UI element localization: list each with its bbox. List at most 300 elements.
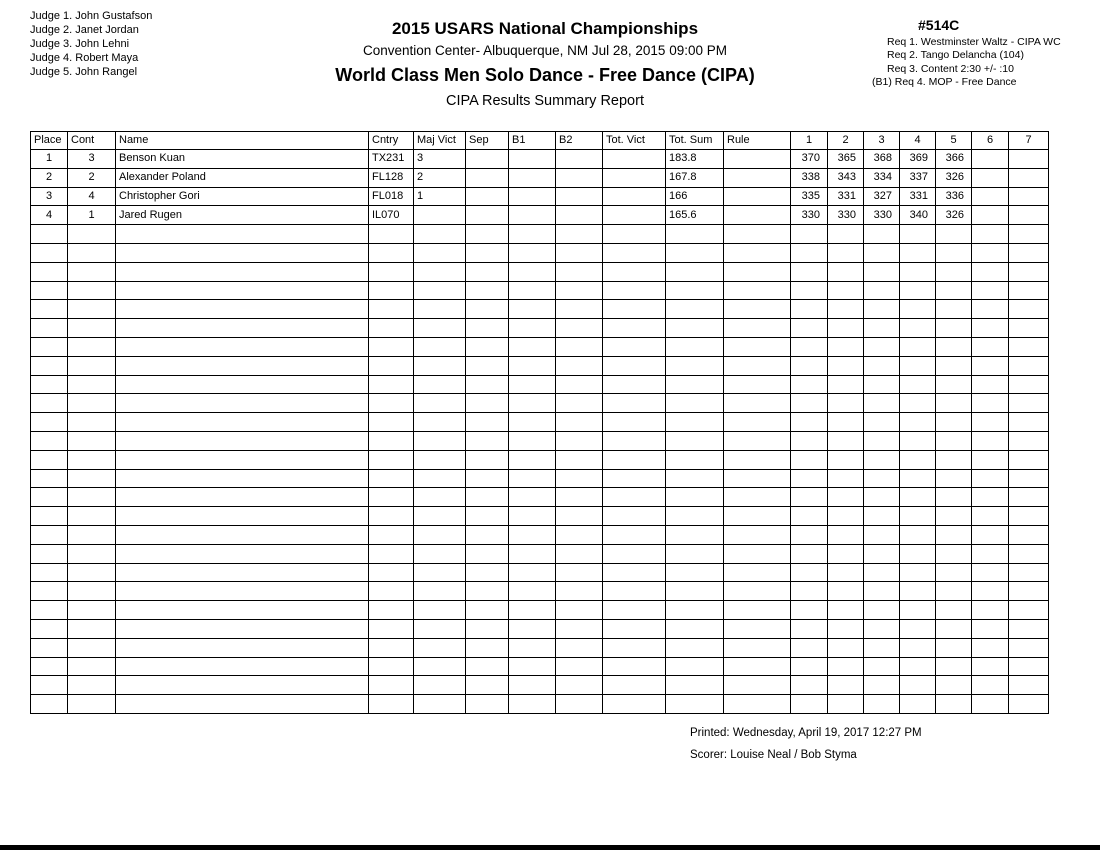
table-cell [466,243,509,262]
page-bottom-edge [0,845,1100,850]
table-cell: FL128 [369,168,414,187]
table-cell [603,262,666,281]
table-cell [900,582,936,601]
table-cell [724,657,791,676]
table-cell [369,563,414,582]
table-cell [1009,319,1049,338]
table-cell [466,601,509,620]
table-cell [414,300,466,319]
table-cell [828,638,864,657]
table-cell [666,281,724,300]
table-cell [864,469,900,488]
table-cell [603,469,666,488]
table-cell [509,657,556,676]
table-cell [1009,413,1049,432]
table-cell [603,375,666,394]
table-cell [724,601,791,620]
table-cell [791,657,828,676]
table-cell [1009,695,1049,714]
table-cell [936,394,972,413]
table-cell [1009,243,1049,262]
column-header: 6 [972,132,1009,150]
table-cell [828,544,864,563]
table-cell [972,619,1009,638]
table-cell [666,413,724,432]
table-cell [509,319,556,338]
table-cell: Christopher Gori [116,187,369,206]
table-cell [466,676,509,695]
table-cell [900,281,936,300]
table-cell [936,525,972,544]
table-cell: 330 [828,206,864,225]
table-cell [1009,450,1049,469]
table-cell [556,469,603,488]
table-cell [864,695,900,714]
table-header-row [31,132,1049,150]
table-cell [369,676,414,695]
table-cell [369,638,414,657]
table-cell [900,488,936,507]
table-cell [414,413,466,432]
table-cell [666,676,724,695]
table-cell [791,243,828,262]
table-cell [936,431,972,450]
table-cell [466,187,509,206]
table-cell [116,337,369,356]
table-cell [603,150,666,169]
table-cell [1009,187,1049,206]
table-cell [666,337,724,356]
table-cell [466,150,509,169]
empty-row [31,507,1049,526]
table-cell [31,337,68,356]
table-cell [509,300,556,319]
table-cell [724,187,791,206]
table-cell [603,450,666,469]
table-cell [603,319,666,338]
table-cell [31,394,68,413]
table-cell [791,488,828,507]
table-cell [31,582,68,601]
table-cell [791,676,828,695]
table-cell: TX231 [369,150,414,169]
table-cell [466,469,509,488]
table-cell [556,168,603,187]
table-cell [864,638,900,657]
column-header: Sep [466,132,509,150]
table-cell [31,375,68,394]
table-cell [972,319,1009,338]
table-cell [116,488,369,507]
table-cell [68,300,116,319]
table-cell [936,563,972,582]
table-cell: 2 [68,168,116,187]
table-cell [466,450,509,469]
table-cell [116,450,369,469]
table-cell [666,582,724,601]
table-cell [791,695,828,714]
table-cell [31,243,68,262]
table-cell [116,225,369,244]
empty-row [31,319,1049,338]
table-cell [509,619,556,638]
table-cell [68,413,116,432]
table-cell [666,375,724,394]
table-cell [724,619,791,638]
table-cell [724,413,791,432]
table-cell [556,507,603,526]
table-cell [369,225,414,244]
table-cell [972,375,1009,394]
table-cell [972,300,1009,319]
table-cell [466,319,509,338]
table-cell [828,676,864,695]
table-cell [369,375,414,394]
table-cell [972,676,1009,695]
table-cell: IL070 [369,206,414,225]
table-cell [31,544,68,563]
table-cell: 338 [791,168,828,187]
table-cell [68,676,116,695]
table-cell [666,657,724,676]
table-cell [1009,262,1049,281]
table-cell [864,582,900,601]
table-cell [791,375,828,394]
table-cell [864,619,900,638]
table-cell [466,337,509,356]
table-cell [369,337,414,356]
empty-row [31,281,1049,300]
table-cell [31,695,68,714]
table-cell [556,450,603,469]
table-cell [972,187,1009,206]
table-cell [936,356,972,375]
table-cell [864,319,900,338]
table-cell [666,525,724,544]
table-cell [1009,281,1049,300]
table-cell: 331 [900,187,936,206]
table-cell [972,431,1009,450]
table-cell [900,431,936,450]
table-cell [828,469,864,488]
table-cell [900,563,936,582]
table-cell [509,563,556,582]
table-cell [466,638,509,657]
table-cell [1009,150,1049,169]
table-cell [1009,300,1049,319]
table-cell [972,394,1009,413]
table-cell [414,243,466,262]
column-header: 4 [900,132,936,150]
table-cell: 326 [936,168,972,187]
table-cell [31,657,68,676]
table-cell [791,337,828,356]
table-cell [603,168,666,187]
table-cell [864,676,900,695]
table-cell [116,525,369,544]
table-cell [509,450,556,469]
table-cell [414,281,466,300]
table-cell [828,225,864,244]
table-cell [828,337,864,356]
table-cell [791,450,828,469]
table-cell [1009,488,1049,507]
table-cell [864,544,900,563]
table-cell: 368 [864,150,900,169]
table-cell [724,375,791,394]
table-cell [509,337,556,356]
table-cell: 331 [828,187,864,206]
column-header: Rule [724,132,791,150]
table-cell [828,262,864,281]
table-cell [972,150,1009,169]
table-cell [603,695,666,714]
table-cell [68,375,116,394]
judge-line: Judge 5. John Rangel [30,66,138,78]
table-cell [509,525,556,544]
table-cell [828,281,864,300]
table-cell [116,356,369,375]
table-cell: 2 [31,168,68,187]
column-header: Tot. Vict [603,132,666,150]
table-cell [972,450,1009,469]
table-cell [466,413,509,432]
table-cell [864,431,900,450]
column-header: 5 [936,132,972,150]
table-cell [116,469,369,488]
table-cell [791,394,828,413]
table-cell: 166 [666,187,724,206]
table-cell [1009,563,1049,582]
table-cell [864,300,900,319]
event-title: World Class Men Solo Dance - Free Dance (CIPA) [335,65,755,85]
table-cell: 1 [68,206,116,225]
table-cell [972,206,1009,225]
table-cell [864,413,900,432]
table-cell [828,300,864,319]
table-cell [666,488,724,507]
table-cell [603,525,666,544]
table-cell [509,544,556,563]
table-cell [936,657,972,676]
table-cell [414,544,466,563]
table-cell: 3 [31,187,68,206]
table-cell [603,488,666,507]
table-cell [414,488,466,507]
judge-line: Judge 3. John Lehni [30,38,130,50]
table-cell [1009,375,1049,394]
table-cell [509,601,556,620]
table-cell [603,413,666,432]
table-cell [900,695,936,714]
table-cell [791,469,828,488]
table-cell [791,319,828,338]
table-cell [116,544,369,563]
table-cell [369,319,414,338]
table-row [31,168,1049,187]
table-cell [509,695,556,714]
table-cell [369,657,414,676]
table-cell: Alexander Poland [116,168,369,187]
table-cell [724,394,791,413]
table-cell [414,507,466,526]
table-cell [1009,168,1049,187]
column-header: 1 [791,132,828,150]
table-cell [666,319,724,338]
table-cell [31,563,68,582]
table-cell [68,601,116,620]
table-cell [828,619,864,638]
table-cell [556,150,603,169]
table-cell [724,431,791,450]
table-cell [31,507,68,526]
table-cell [68,544,116,563]
table-cell [556,488,603,507]
table-cell [466,582,509,601]
table-cell [666,544,724,563]
table-cell [1009,469,1049,488]
table-cell: 330 [864,206,900,225]
table-cell [900,507,936,526]
table-cell [864,337,900,356]
table-cell [556,563,603,582]
table-cell [556,544,603,563]
table-cell [68,488,116,507]
table-cell [936,544,972,563]
table-cell [666,619,724,638]
table-cell [666,469,724,488]
table-cell [369,281,414,300]
table-cell [68,450,116,469]
table-cell: 165.6 [666,206,724,225]
table-cell [666,394,724,413]
table-cell [936,262,972,281]
table-cell [724,695,791,714]
table-cell: FL018 [369,187,414,206]
table-cell [466,507,509,526]
table-cell [509,225,556,244]
table-cell [68,638,116,657]
table-cell [666,243,724,262]
table-cell: Jared Rugen [116,206,369,225]
table-cell [828,431,864,450]
table-cell [972,281,1009,300]
table-cell [414,337,466,356]
table-cell [414,601,466,620]
table-cell [724,525,791,544]
table-cell [68,619,116,638]
table-cell [864,525,900,544]
table-cell [791,431,828,450]
empty-row [31,638,1049,657]
table-cell [972,243,1009,262]
table-cell [466,262,509,281]
table-cell [724,469,791,488]
empty-row [31,695,1049,714]
table-cell [1009,638,1049,657]
table-cell [791,507,828,526]
table-cell [466,619,509,638]
table-cell [556,601,603,620]
table-cell [724,638,791,657]
empty-row [31,413,1049,432]
table-cell [116,695,369,714]
table-cell: 1 [414,187,466,206]
table-cell [603,206,666,225]
table-cell [828,525,864,544]
table-row [31,150,1049,169]
table-cell [936,695,972,714]
table-cell [466,394,509,413]
table-cell: 336 [936,187,972,206]
table-cell [603,676,666,695]
column-header: 2 [828,132,864,150]
table-cell [724,262,791,281]
table-cell [603,619,666,638]
table-cell [900,337,936,356]
table-cell [116,619,369,638]
table-cell [936,413,972,432]
table-cell [900,243,936,262]
table-cell [900,375,936,394]
table-cell [791,262,828,281]
empty-row [31,300,1049,319]
table-cell: 335 [791,187,828,206]
table-cell [724,488,791,507]
table-cell [414,469,466,488]
table-cell: 369 [900,150,936,169]
table-cell [369,356,414,375]
table-cell [1009,225,1049,244]
empty-row [31,356,1049,375]
table-cell [900,356,936,375]
table-cell [556,206,603,225]
table-cell [603,300,666,319]
table-cell [116,431,369,450]
table-cell [900,638,936,657]
table-cell [936,582,972,601]
championship-title: 2015 USARS National Championships [391,19,699,38]
table-cell [972,695,1009,714]
column-header: 7 [1009,132,1049,150]
table-cell [369,243,414,262]
table-cell [972,525,1009,544]
table-cell [1009,619,1049,638]
table-cell [972,563,1009,582]
table-cell: Benson Kuan [116,150,369,169]
table-cell [900,225,936,244]
table-cell [466,168,509,187]
table-cell [68,469,116,488]
table-cell [724,150,791,169]
table-cell [31,525,68,544]
table-cell [369,582,414,601]
venue-date-line: Convention Center- Albuquerque, NM Jul 28, 2015 09:00 PM [363,43,727,58]
table-cell [556,225,603,244]
table-cell [603,337,666,356]
table-cell [1009,356,1049,375]
table-cell [603,507,666,526]
table-cell [31,488,68,507]
table-cell [414,319,466,338]
table-cell [1009,544,1049,563]
table-cell [116,300,369,319]
empty-row [31,676,1049,695]
table-cell [509,507,556,526]
table-cell [864,375,900,394]
empty-row [31,469,1049,488]
table-cell [791,300,828,319]
